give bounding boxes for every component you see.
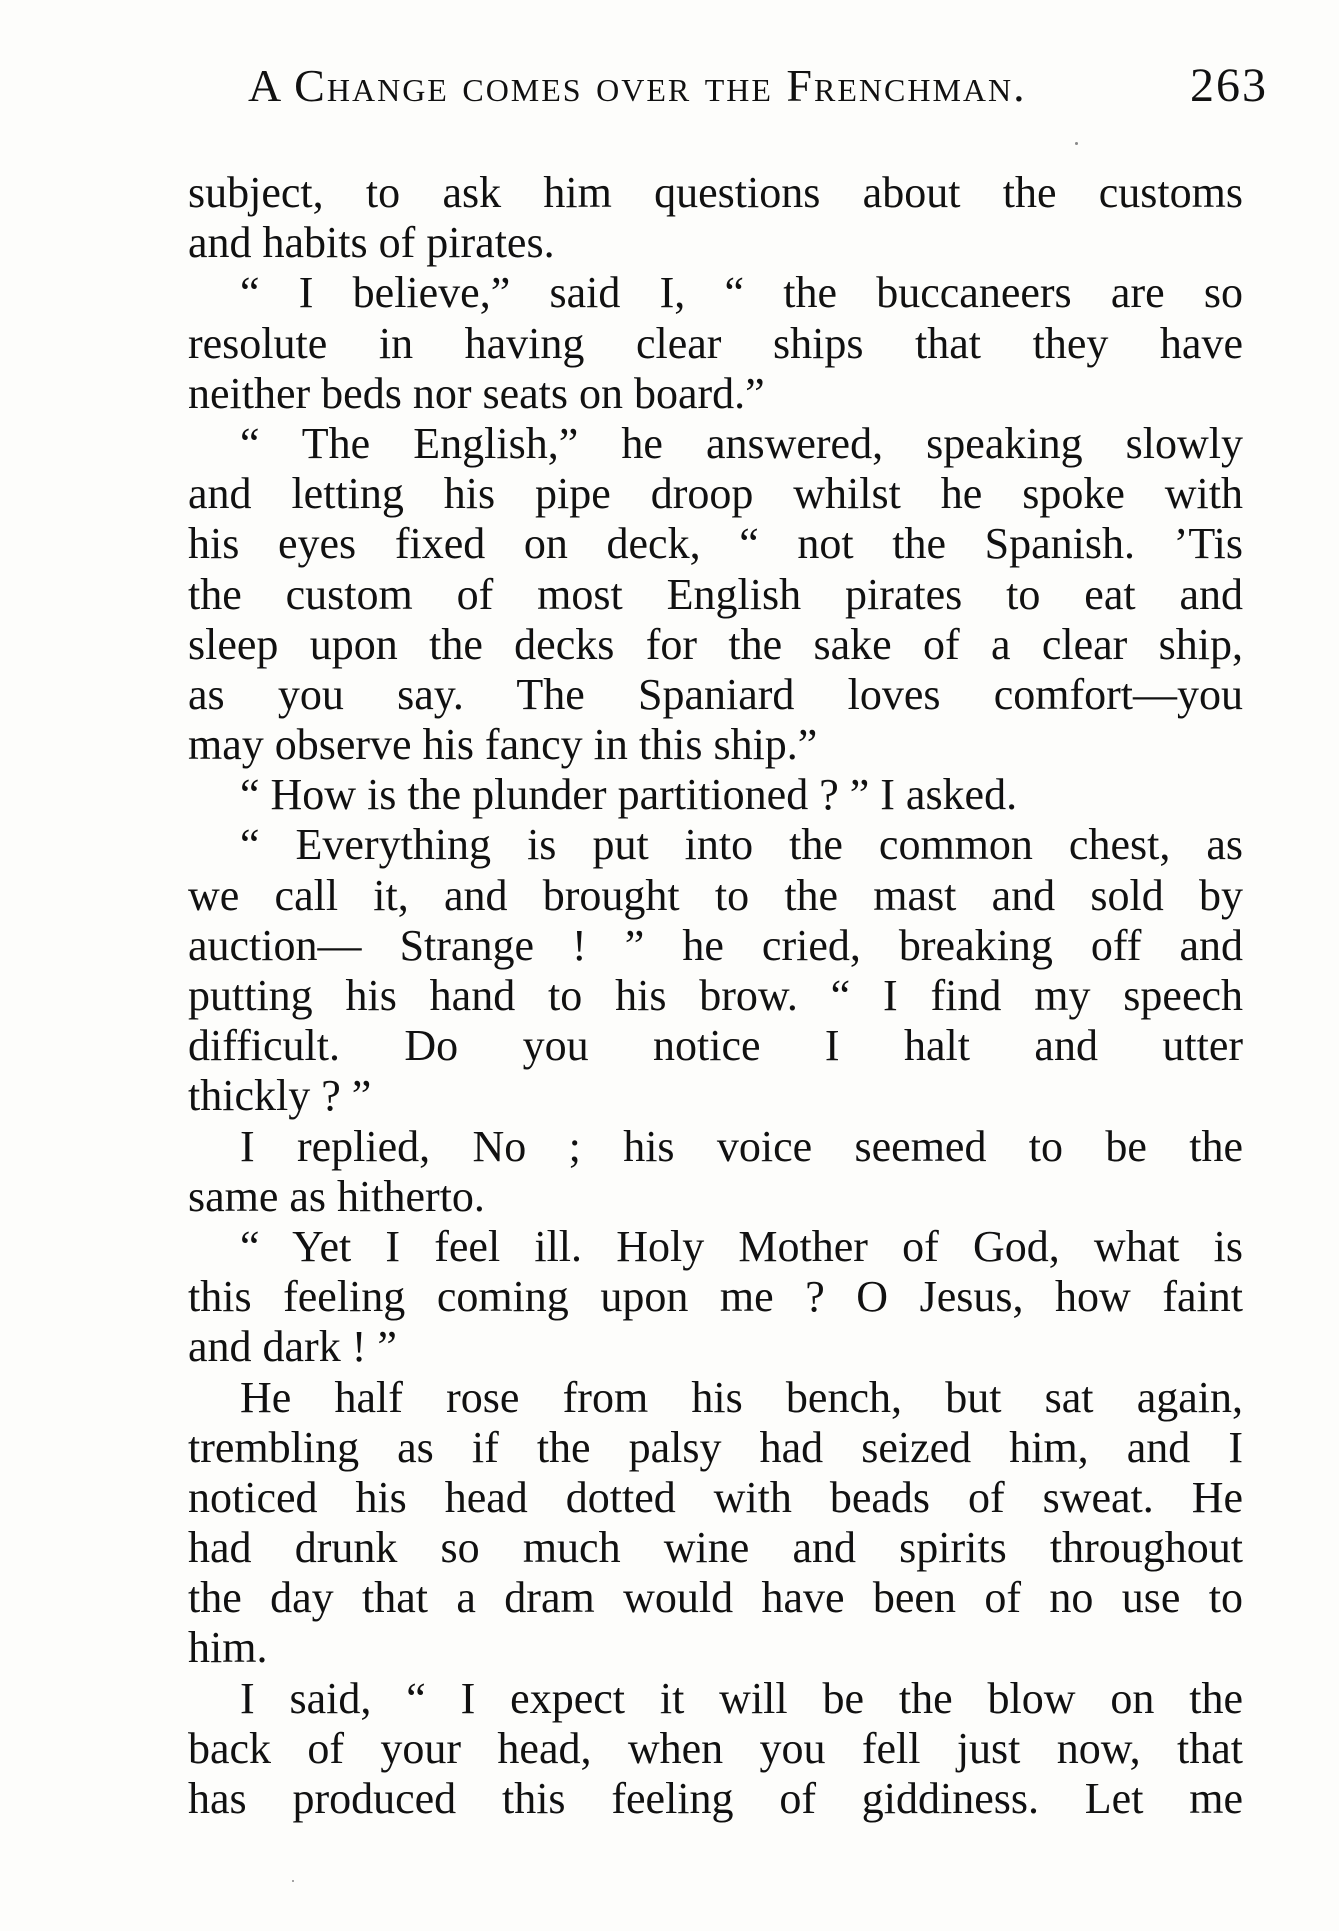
text-line: his eyes fixed on deck, “ not the Spanish. ’Tis: [188, 519, 1243, 569]
page-number: 263: [1190, 59, 1268, 112]
text-line: resolute in having clear ships that they have: [188, 318, 1243, 368]
text-line: and habits of pirates.: [188, 218, 555, 268]
running-header: [248, 58, 1268, 128]
paper-speck: [1075, 142, 1078, 145]
paper-speck: [292, 1880, 294, 1882]
text-line: and letting his pipe droop whilst he spoke with: [188, 469, 1243, 519]
text-line: noticed his head dotted with beads of sweat. He: [188, 1472, 1243, 1522]
text-line: “ How is the plunder partitioned ? ” I asked.: [240, 770, 1018, 820]
text-line: “ Yet I feel ill. Holy Mother of God, what is: [240, 1221, 1243, 1271]
text-line: trembling as if the palsy had seized him, and I: [188, 1422, 1243, 1472]
text-line: this feeling coming upon me ? O Jesus, how faint: [188, 1272, 1243, 1322]
text-line: He half rose from his bench, but sat again,: [240, 1372, 1243, 1422]
text-line: subject, to ask him questions about the customs: [188, 168, 1243, 217]
text-line: auction— Strange ! ” he cried, breaking off and: [188, 920, 1243, 970]
text-line: the custom of most English pirates to eat and: [188, 569, 1243, 619]
text-line: sleep upon the decks for the sake of a clear ship,: [188, 619, 1243, 669]
text-line: we call it, and brought to the mast and sold by: [188, 870, 1243, 920]
body-text: [188, 168, 1243, 1824]
text-line: has produced this feeling of giddiness. Let me: [188, 1774, 1243, 1823]
text-line: had drunk so much wine and spirits throughout: [188, 1523, 1243, 1573]
text-line: back of your head, when you fell just now, that: [188, 1723, 1243, 1773]
text-line: “ I believe,” said I, “ the buccaneers are so: [240, 268, 1243, 318]
text-line: putting his hand to his brow. “ I find my speech: [188, 971, 1243, 1020]
running-title: A Change comes over the Frenchman.: [248, 60, 1027, 111]
text-line: neither beds nor seats on board.”: [188, 368, 765, 418]
text-line: as you say. The Spaniard loves comfort—you: [188, 669, 1243, 719]
text-line: same as hitherto.: [188, 1171, 485, 1221]
text-line: difficult. Do you notice I halt and utter: [188, 1021, 1243, 1071]
text-line: I said, “ I expect it will be the blow on the: [240, 1673, 1243, 1723]
text-line: and dark ! ”: [188, 1322, 397, 1372]
text-line: may observe his fancy in this ship.”: [188, 720, 818, 770]
text-line: the day that a dram would have been of no use to: [188, 1573, 1243, 1623]
text-line: thickly ? ”: [188, 1071, 372, 1121]
text-line: “ The English,” he answered, speaking slowly: [240, 418, 1243, 468]
text-line: I replied, No ; his voice seemed to be the: [240, 1121, 1243, 1171]
text-line: him.: [188, 1623, 268, 1673]
text-line: “ Everything is put into the common chest, as: [240, 820, 1243, 870]
